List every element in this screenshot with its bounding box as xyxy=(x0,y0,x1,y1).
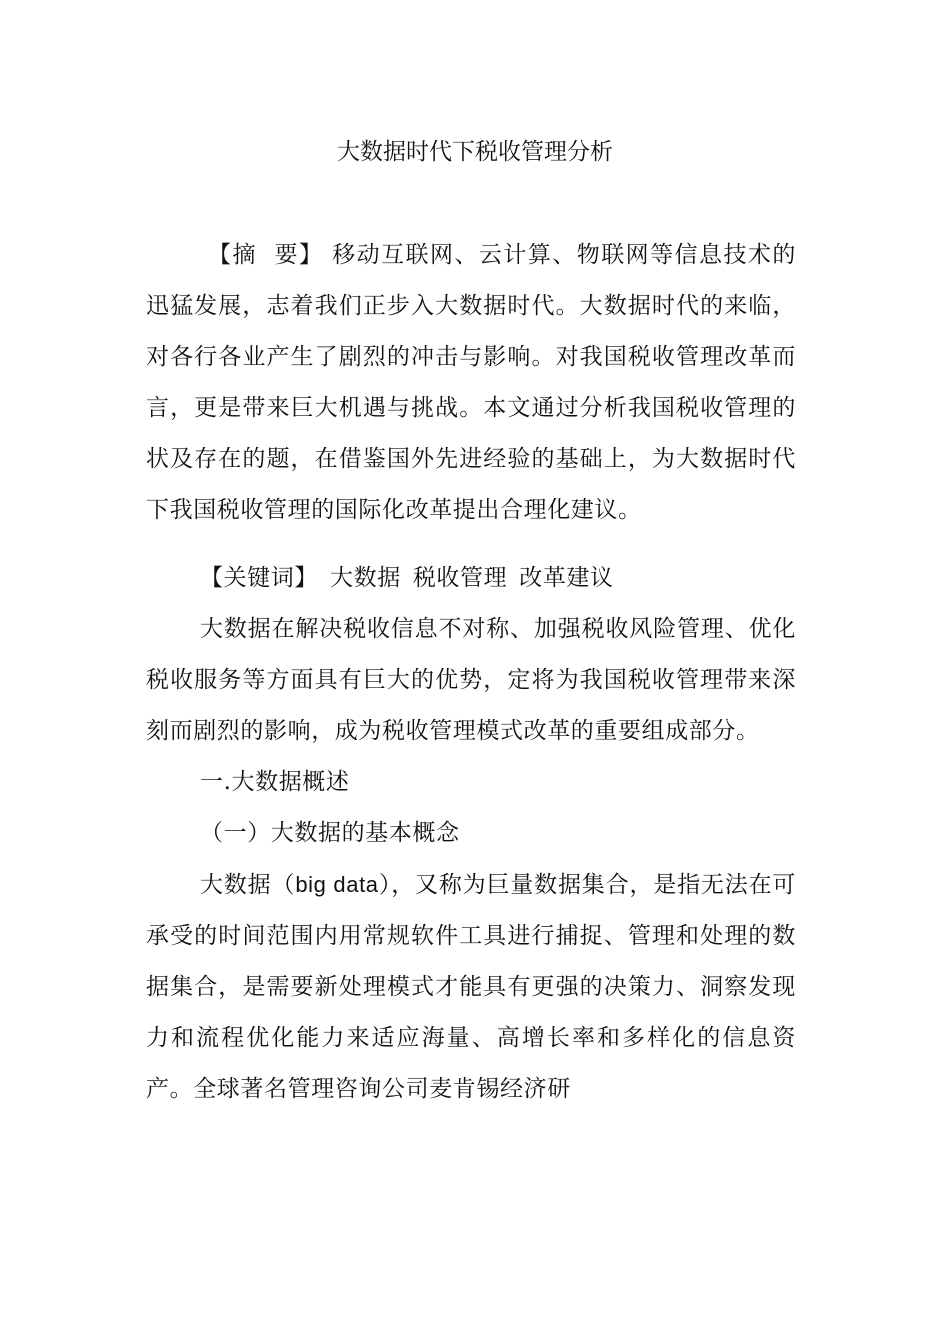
keyword-item: 改革建议 xyxy=(519,565,614,591)
document-title: 大数据时代下税收管理分析 xyxy=(337,139,613,165)
intro-paragraph: 大数据在解决税收信息不对称、加强税收风险管理、优化税收服务等方面具有巨大的优势，定将为我国税收管理带来深刻而剧烈的影响，成为税收管理模式改革的重要组成部分。 xyxy=(146,616,796,744)
keywords-paragraph xyxy=(146,553,796,604)
keyword-item: 大数据 xyxy=(330,565,401,591)
keywords-label: 【关键词】 xyxy=(200,565,318,591)
bigdata-english-term: big data xyxy=(295,872,379,897)
abstract-paragraph xyxy=(146,230,796,536)
abstract-text: 移动互联网、云计算、物联网等信息技术的迅猛发展，志着我们正步入大数据时代。大数据时代的来临，对各行各业产生了剧烈的冲击与影响。对我国税收管理改革而言，更是带来巨大机遇与挑战。本文通过分析我国税收管理的状及存在的题，在借鉴国外先进经验的基础上，为大数据时代下我国税收管理的国际化改革提出合理化建议。 xyxy=(146,242,796,523)
bigdata-definition-paragraph xyxy=(146,859,796,1115)
subsection-heading: （一）大数据的基本概念 xyxy=(200,820,460,846)
abstract-label: 【摘 要】 xyxy=(208,242,324,268)
section-heading: 一.大数据概述 xyxy=(200,769,350,795)
bigdata-rest: ），又称为巨量数据集合，是指无法在可承受的时间范围内用常规软件工具进行捕捉、管理和处理的数据集合，是需要新处理模式才能具有更强的决策力、洞察发现力和流程优化能力来适应海量、高增长率和多样化的信息资产。全球著名管理咨询公司麦肯锡经济研 xyxy=(146,872,797,1102)
bigdata-lead: 大数据（ xyxy=(200,872,296,898)
document-body xyxy=(146,230,796,1115)
keyword-item: 税收管理 xyxy=(412,565,508,591)
